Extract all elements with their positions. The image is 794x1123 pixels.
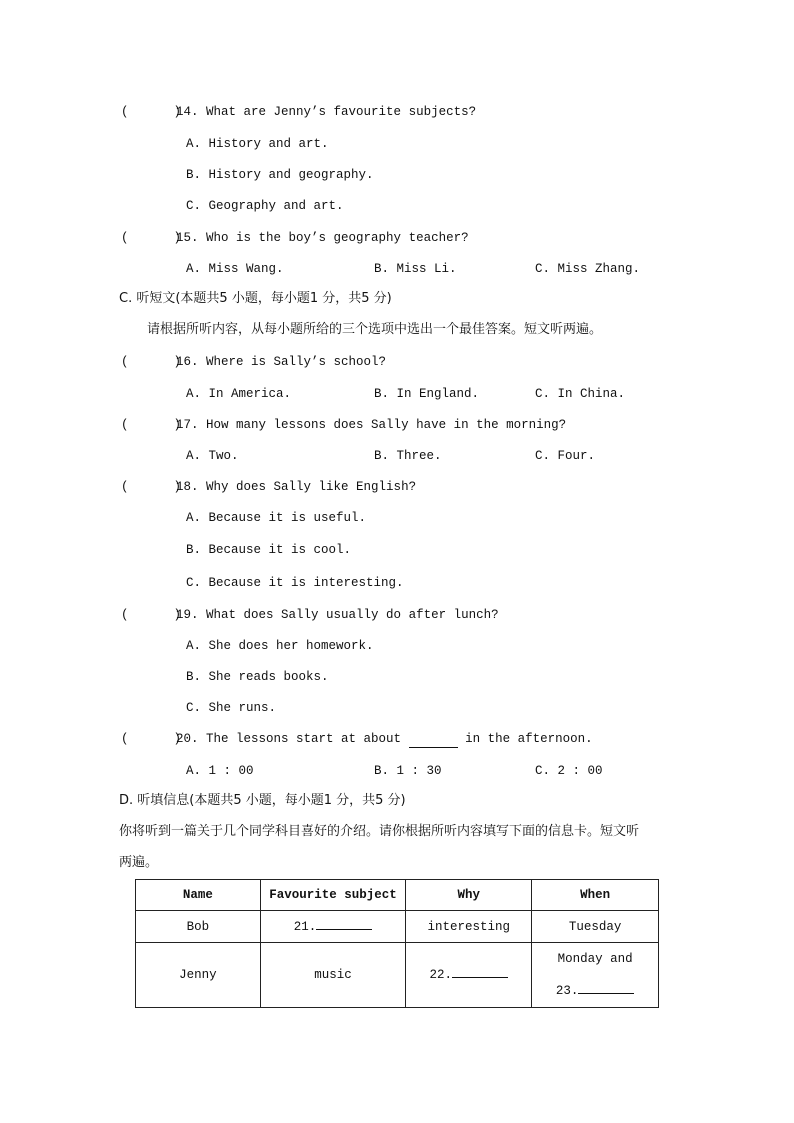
section-d-title: D. 听填信息(本题共5 小题，每小题1 分，共5 分)	[119, 793, 406, 808]
option-a: A. Two.	[186, 449, 239, 463]
info-card-table	[135, 879, 659, 1008]
option-b: B. History and geography.	[186, 168, 374, 182]
option-b: B. 1 : 30	[374, 764, 442, 778]
question-number: 18.	[176, 480, 199, 494]
section-c-instruction: 请根据所听内容，从每小题所给的三个选项中选出一个最佳答案。短文听两遍。	[147, 322, 603, 337]
section-c-title: C. 听短文(本题共5 小题，每小题1 分，共5 分)	[119, 291, 392, 306]
question-stem-after: in the afternoon.	[465, 732, 593, 746]
blank-number: 23.	[555, 984, 579, 998]
option-b: B. Miss Li.	[374, 262, 457, 276]
option-c: C. In China.	[535, 387, 626, 401]
blank-number: 21.	[293, 919, 317, 934]
question-number: 16.	[176, 355, 199, 369]
cell-when-stack	[532, 943, 659, 1008]
question-number: 20.	[176, 732, 199, 746]
question-stem: Where is Sally’s school?	[206, 355, 387, 369]
header-why: Why	[406, 880, 532, 911]
answer-blank[interactable]	[578, 993, 634, 994]
section-d-instruction-line2: 两遍。	[119, 855, 159, 870]
answer-bracket[interactable]: ( )	[121, 105, 182, 119]
answer-bracket[interactable]: ( )	[121, 355, 182, 369]
blank-number: 22.	[429, 968, 453, 982]
answer-bracket[interactable]: ( )	[121, 480, 182, 494]
table-row	[136, 911, 659, 943]
option-b: B. Because it is cool.	[186, 543, 352, 557]
header-favourite-subject: Favourite subject	[260, 880, 406, 911]
option-a: A. She does her homework.	[186, 639, 374, 653]
question-stem-before: The lessons start at about	[206, 732, 402, 746]
question-15	[176, 230, 469, 246]
question-20	[176, 731, 593, 748]
option-c: C. 2 : 00	[535, 764, 603, 778]
option-a: A. History and art.	[186, 137, 329, 151]
answer-bracket[interactable]: ( )	[121, 231, 182, 245]
question-stem: How many lessons does Sally have in the morning?	[206, 418, 567, 432]
answer-bracket[interactable]: ( )	[121, 608, 182, 622]
question-number: 17.	[176, 418, 199, 432]
cell-favourite-subject: music	[260, 943, 406, 1008]
option-a: A. In America.	[186, 387, 292, 401]
option-a: A. Because it is useful.	[186, 511, 367, 525]
option-c: C. Four.	[535, 449, 596, 463]
option-c: C. She runs.	[186, 701, 277, 715]
question-number: 19.	[176, 608, 199, 622]
cell-name: Bob	[136, 911, 261, 943]
question-18	[176, 479, 416, 495]
answer-bracket[interactable]: ( )	[121, 732, 182, 746]
cell-when-line1: Monday and	[557, 952, 633, 966]
option-c: C. Because it is interesting.	[186, 576, 404, 590]
question-19	[176, 607, 499, 623]
cell-name: Jenny	[136, 943, 261, 1008]
header-name: Name	[136, 880, 261, 911]
header-when: When	[532, 880, 659, 911]
question-16	[176, 354, 386, 370]
option-a: A. Miss Wang.	[186, 262, 284, 276]
question-17	[176, 417, 566, 433]
question-number: 14.	[176, 105, 199, 119]
option-b: B. She reads books.	[186, 670, 329, 684]
question-14	[176, 104, 476, 120]
cell-fill-22[interactable]	[406, 943, 532, 1008]
table-row	[136, 943, 659, 1008]
question-stem: What does Sally usually do after lunch?	[206, 608, 499, 622]
question-stem: What are Jenny’s favourite subjects?	[206, 105, 477, 119]
answer-blank[interactable]	[409, 731, 458, 748]
option-b: B. In England.	[374, 387, 480, 401]
option-a: A. 1 : 00	[186, 764, 254, 778]
option-b: B. Three.	[374, 449, 442, 463]
cell-fill-21[interactable]	[260, 911, 406, 943]
cell-fill-23[interactable]	[532, 975, 658, 1007]
cell-why: interesting	[406, 911, 532, 943]
option-c: C. Miss Zhang.	[535, 262, 641, 276]
answer-blank[interactable]	[452, 977, 508, 978]
option-c: C. Geography and art.	[186, 199, 344, 213]
question-stem: Who is the boy’s geography teacher?	[206, 231, 469, 245]
answer-bracket[interactable]: ( )	[121, 418, 182, 432]
section-d-instruction-line1: 你将听到一篇关于几个同学科目喜好的介绍。请你根据所听内容填写下面的信息卡。短文听	[119, 824, 640, 839]
question-number: 15.	[176, 231, 199, 245]
cell-when: Tuesday	[532, 911, 659, 943]
question-stem: Why does Sally like English?	[206, 480, 417, 494]
answer-blank[interactable]	[316, 929, 372, 930]
